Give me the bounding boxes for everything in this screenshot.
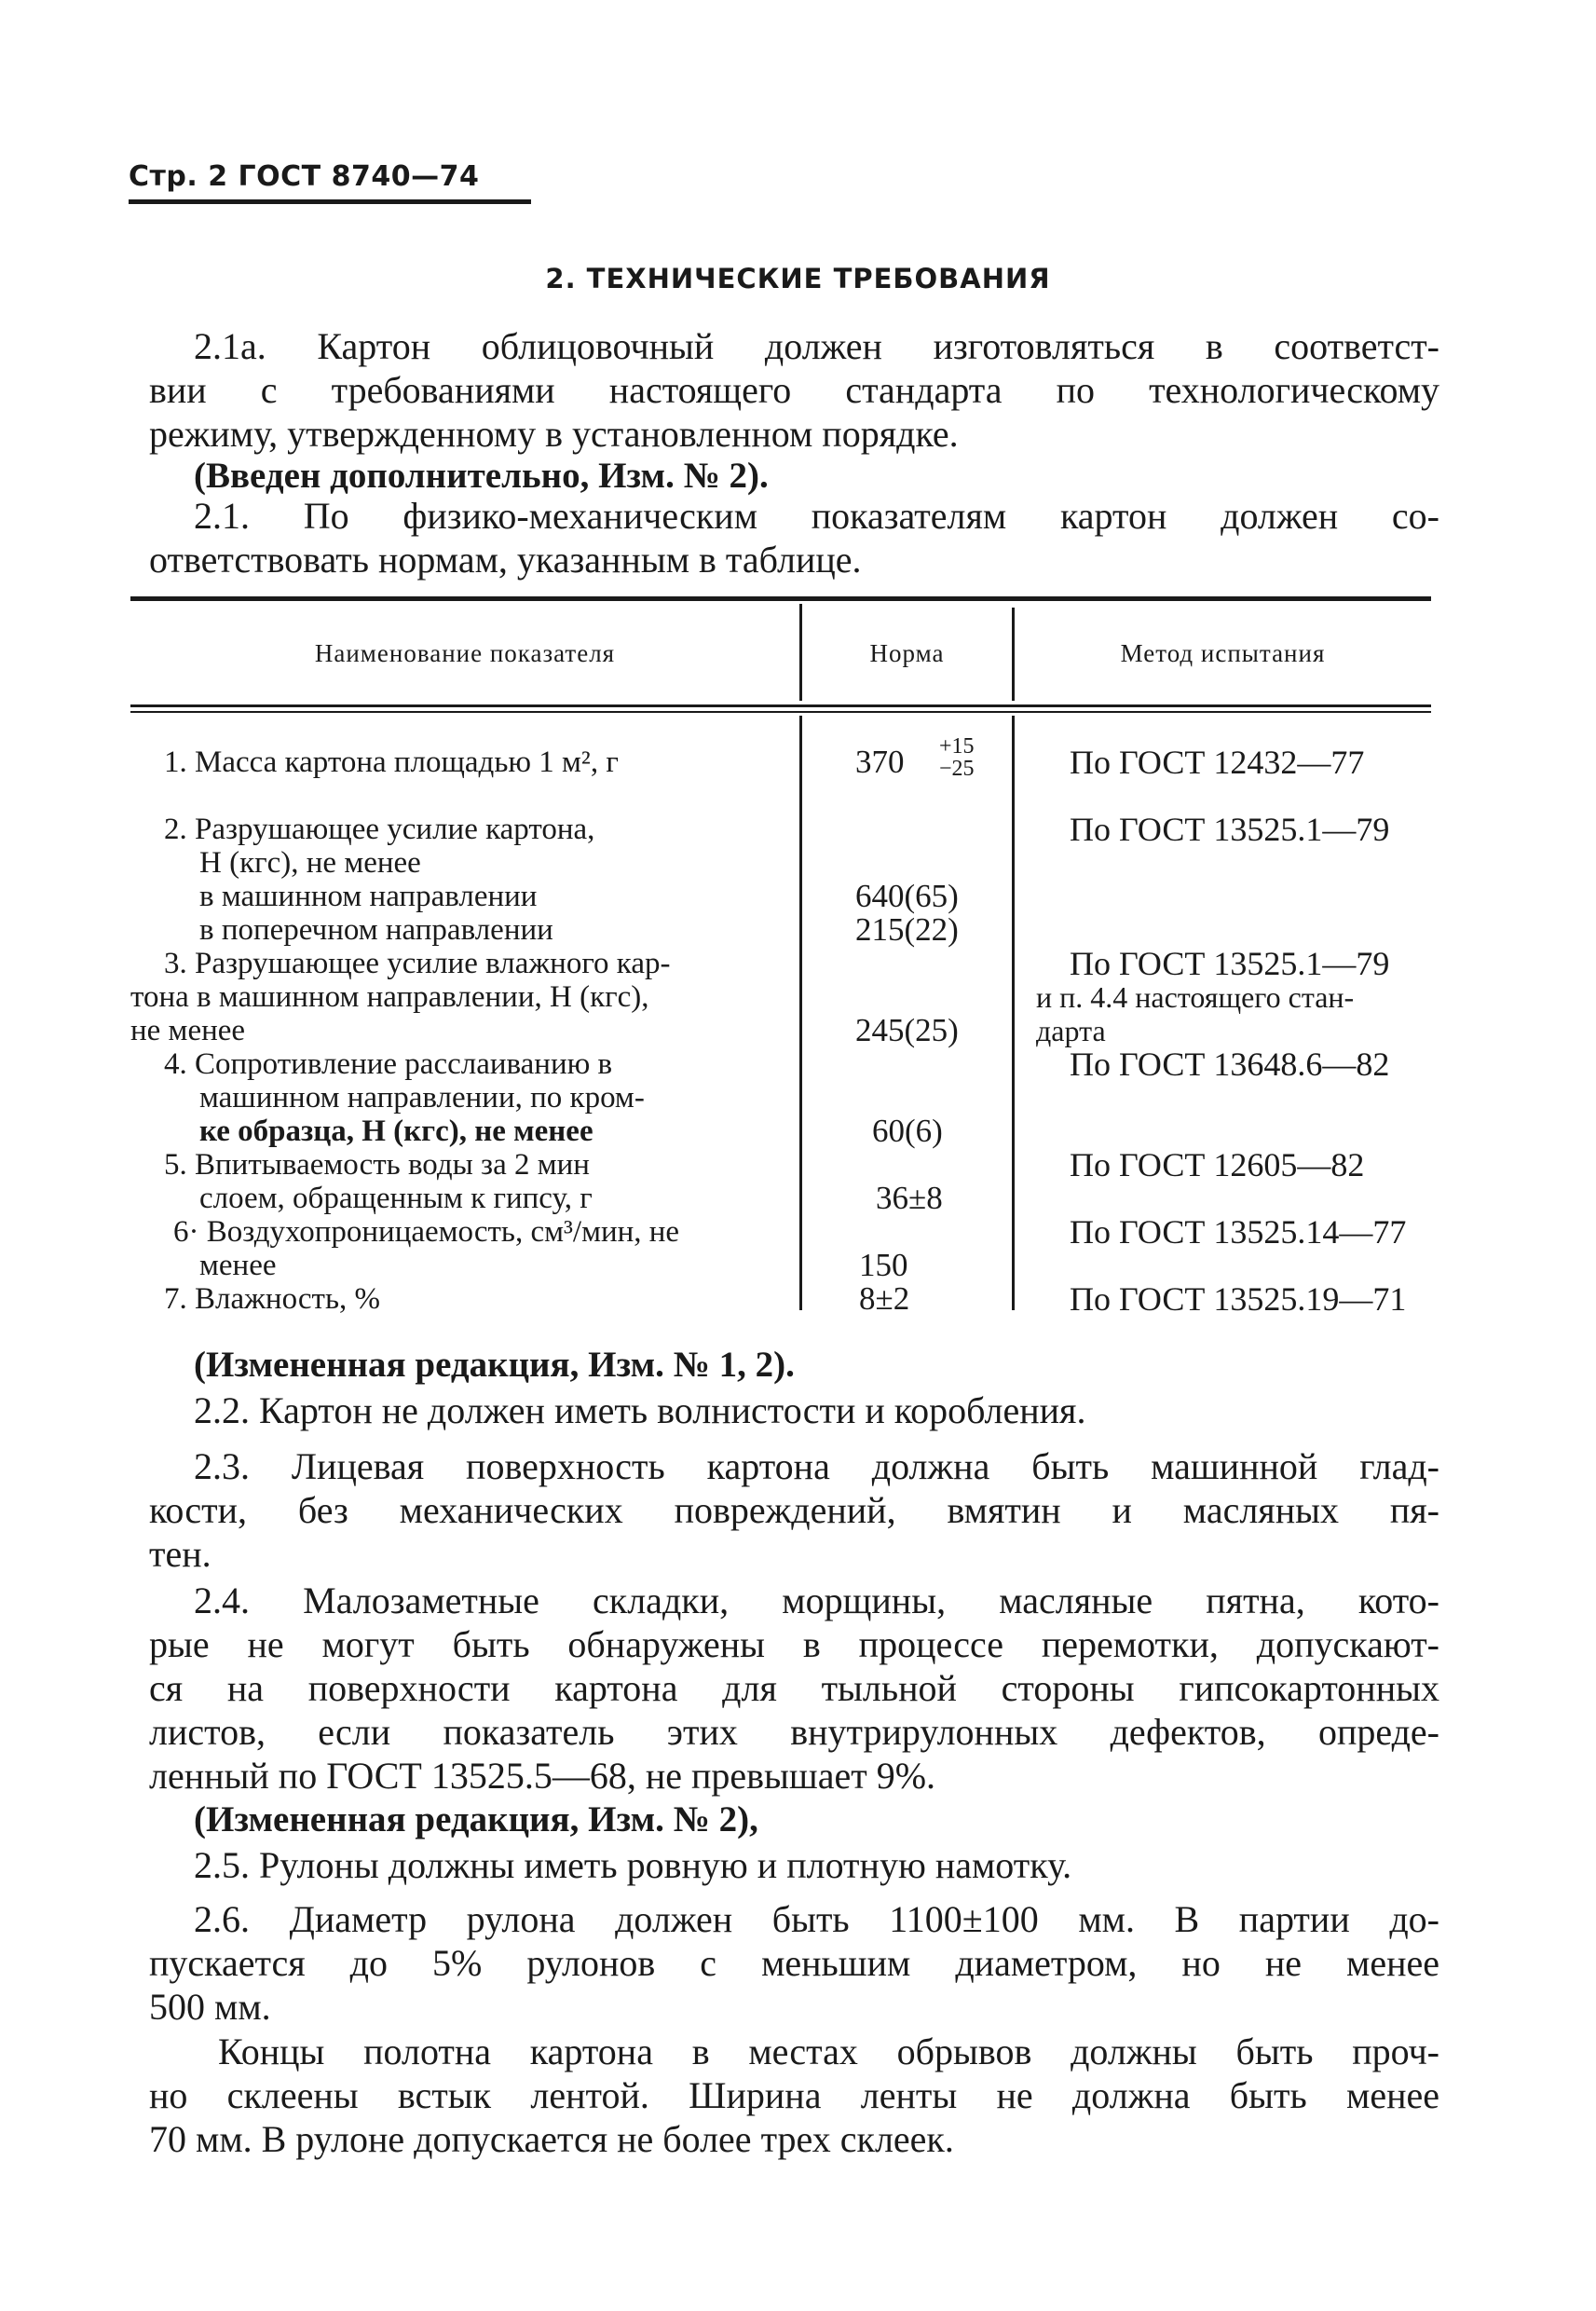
paragraph-line: режиму, утвержденному в установленном порядке. [149,413,959,455]
row7-method: По ГОСТ 13525.19—71 [1070,1280,1407,1318]
row5-indicator: слоем, обращенным к гипсу, г [199,1182,593,1215]
column-divider [1012,716,1015,1310]
row2-norm: 215(22) [855,911,959,948]
paragraph-line: ся на поверхности картона для тыльной стороны гипсокартонных [149,1667,1439,1709]
row3-method: и п. 4.4 настоящего стан- [1036,980,1355,1014]
row6-method: По ГОСТ 13525.14—77 [1070,1213,1407,1251]
paragraph-line: 70 мм. В рулоне допускается не более трех склеек. [149,2118,954,2160]
paragraph-line: 2.5. Рулоны должны иметь ровную и плотную намотку. [194,1844,1072,1886]
paragraph-line: 2.4. Малозаметные складки, морщины, масляные пятна, кото- [194,1579,1439,1621]
paragraph-line: Концы полотна картона в местах обрывов должны быть проч- [218,2031,1439,2072]
paragraph-line: листов, если показатель этих внутрирулонных дефектов, опреде- [149,1711,1439,1753]
row2-indicator: Н (кгс), не менее [199,846,421,880]
amendment-note: (Измененная редакция, Изм. № 1, 2). [194,1345,795,1385]
row4-indicator: машинном направлении, по кром- [199,1081,645,1114]
row4-indicator: 4. Сопротивление расслаиванию в [164,1047,613,1081]
row7-norm: 8±2 [859,1280,910,1317]
row5-indicator: 5. Впитываемость воды за 2 мин [164,1148,590,1182]
header-norm: Норма [869,639,945,667]
paragraph-line: ответствовать нормам, указанным в таблице. [149,539,862,581]
header-indicator: Наименование показателя [314,639,616,667]
row6-indicator: менее [199,1249,277,1282]
paragraph-line: 2.2. Картон не должен иметь волнистости и коробления. [194,1389,1086,1431]
row3-indicator: тона в машинном направлении, Н (кгс), [130,980,649,1014]
paragraph-roll-ends [149,2030,1439,2161]
paragraph-line: ленный по ГОСТ 13525.5—68, не превышает 9%. [149,1755,936,1797]
row4-indicator: ке образца, Н (кгс), не менее [199,1114,593,1148]
header-rule [129,199,531,204]
header-method: Метод испытания [1120,639,1326,667]
row3-norm: 245(25) [855,1012,959,1048]
paragraph-2-1 [149,494,1439,581]
row1-method: По ГОСТ 12432—77 [1070,744,1365,781]
paragraph-2-5 [149,1843,1439,1887]
header-rule-lower [130,711,1431,713]
row3-method: дарта [1036,1014,1106,1047]
row4-norm: 60(6) [872,1113,943,1149]
row2-indicator: 2. Разрушающее усилие картона, [164,813,595,846]
paragraph-line: но склеены встык лентой. Ширина ленты не должна быть менее [149,2074,1439,2116]
row2-norm: 640(65) [855,878,959,914]
running-head: Стр. 2 ГОСТ 8740—74 [129,160,480,193]
paragraph-2-4 [149,1579,1439,1798]
row1-indicator: 1. Масса картона площадью 1 м², г [164,745,619,779]
paragraph-line: пускается до 5% рулонов с меньшим диаметром, но не менее [149,1942,1439,1984]
row5-norm: 36±8 [876,1180,943,1216]
table-top-rule [130,596,1431,601]
paragraph-line: 500 мм. [149,1986,271,2028]
row6-indicator: 6· Воздухопроницаемость, см³/мин, не [173,1215,680,1249]
row1-tolerance-plus: +15 [939,734,975,759]
header-rule-upper [130,704,1431,707]
paragraph-line: 2.1. По физико-механическим показателям картон должен со- [194,495,1439,537]
row7-indicator: 7. Влажность, % [164,1282,381,1316]
row3-method: По ГОСТ 13525.1—79 [1070,945,1390,982]
paragraph-line: рые не могут быть обнаружены в процессе перемотки, допускают- [149,1623,1439,1665]
paragraph-line: 2.3. Лицевая поверхность картона должна быть машинной глад- [194,1445,1439,1487]
section-title: 2. ТЕХНИЧЕСКИЕ ТРЕБОВАНИЯ [545,263,1051,294]
row3-indicator: не менее [130,1014,246,1047]
paragraph-2-6 [149,1897,1439,2029]
amendment-note: (Введен дополнительно, Изм. № 2). [194,456,769,496]
paragraph-line: кости, без механических повреждений, вмятин и масляных пя- [149,1489,1439,1531]
row5-method: По ГОСТ 12605—82 [1070,1146,1365,1183]
row3-indicator: 3. Разрушающее усилие влажного кар- [164,947,671,980]
paragraph-line: вии с требованиями настоящего стандарта по технологическому [149,369,1439,411]
paragraph-2-2 [149,1388,1439,1432]
paragraph-2-3 [149,1444,1439,1576]
column-divider [799,716,802,1310]
row2-method: По ГОСТ 13525.1—79 [1070,811,1390,848]
row2-indicator: в поперечном направлении [199,913,553,947]
row6-norm: 150 [859,1247,908,1283]
row1-tolerance-minus: −25 [939,757,975,781]
paragraph-line: 2.6. Диаметр рулона должен быть 1100±100 мм. В партии до- [194,1898,1439,1940]
amendment-note: (Измененная редакция, Изм. № 2), [194,1799,758,1839]
row4-method: По ГОСТ 13648.6—82 [1070,1046,1390,1083]
paragraph-2-1a [149,324,1439,456]
paragraph-line: 2.1а. Картон облицовочный должен изготовляться в соответст- [194,325,1439,367]
row1-norm: 370 [855,744,905,780]
row2-indicator: в машинном направлении [199,880,538,913]
paragraph-line: тен. [149,1533,211,1575]
